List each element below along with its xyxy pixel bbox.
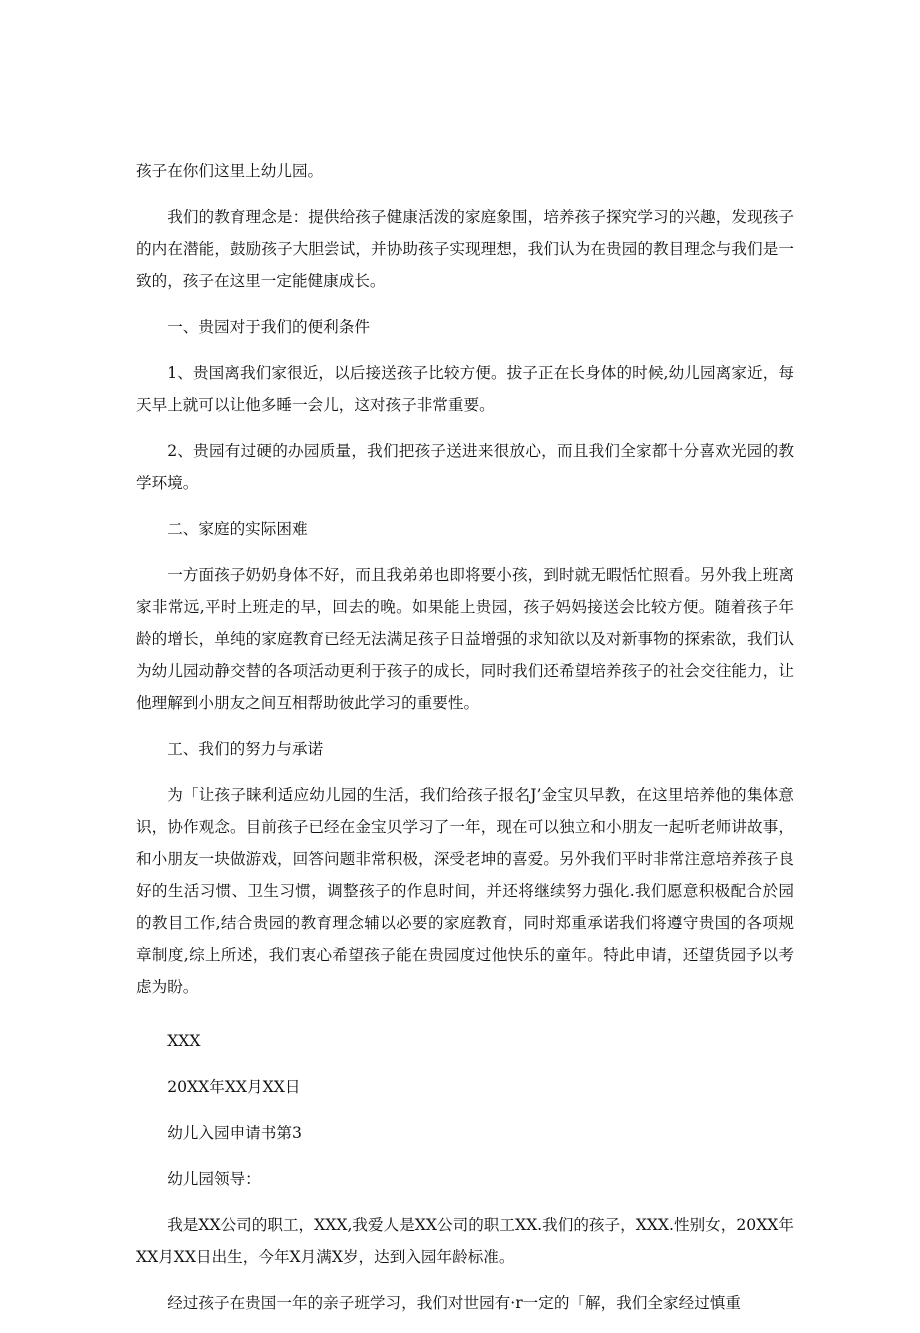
section-heading-commitment: 工、我们的努力与承诺 xyxy=(167,740,324,758)
paragraph-point-1: 1、贵国离我们家很近，以后接送孩子比较方便。拔子正在长身体的时候,幼儿园离家近，每天早上就可以让他多睡一会儿，这对孩子非常重要。 xyxy=(136,364,794,414)
paragraph-trailing: 经过孩子在贵国一年的亲子班学习，我们对世园有·r一定的「解，我们全家经过慎重 xyxy=(167,1294,741,1312)
paragraph-point-2: 2、贵园有过硬的办园质量，我们把孩子送进来很放心，而且我们全家都十分喜欢光园的教学环境。 xyxy=(136,442,794,492)
document-body xyxy=(136,155,794,1333)
paragraph-education-philosophy: 我们的教育理念是：提供给孩子健康活泼的家庭象围，培养孩子探究学习的兴趣，发现孩子的内在潜能，鼓励孩子大胆尝试，并协助孩子实现理想，我们认为在贵园的教目理念与我们是一致的，孩子在这里一定能健康成长。 xyxy=(136,208,794,290)
section-heading-convenience: 一、贵园对于我们的便利条件 xyxy=(167,318,370,336)
paragraph-difficulties: 一方面孩子奶奶身体不好，而且我弟弟也即将要小孩，到时就无暇恬忙照看。另外我上班离家非常远,平时上班走的早，回去的晚。如果能上贵园，孩子妈妈接送会比较方便。随着孩子年龄的增长，单纯的家庭教育已经无法满足孩子日益增强的求知欲以及对新事物的探索欲，我们认为幼儿园动静交替的各项活动更利于孩子的成长，同时我们还希望培养孩子的社会交往能力，让他理解到小朋友之间互相帮助彼此学习的重要性。 xyxy=(136,566,794,712)
signature-name: XXX xyxy=(167,1032,201,1050)
signature-date: 20XX年XX月XX日 xyxy=(167,1078,301,1096)
paragraph-introduction: 我是XX公司的职工，XXX,我爱人是XX公司的职工XX.我们的孩子，XXX.性别女，20XX年XX月XX日出生，今年X月满X岁，达到入园年龄标准。 xyxy=(136,1216,794,1266)
paragraph-commitment: 为「让孩子睐利适应幼儿园的生活，我们给孩子报名J’金宝贝早教，在这里培养他的集体意识，协作观念。目前孩子已经在金宝贝学习了一年，现在可以独立和小朋友一起听老师讲故事，和小朋友一块做游戏，回答问题非常积极，深受老坤的喜爱。另外我们平时非常注意培养孩子良好的生活习惯、卫生习惯，调整孩子的作息时间，并还将继续努力强化.我们愿意积极配合於园的教目工作,结合贵园的教育理念辅以必要的家庭教育，同时郑重承诺我们将遵守贵国的各项规章制度,综上所述，我们衷心希望孩子能在贵园度过他快乐的童年。特此申请，还望货园予以考虑为盼。 xyxy=(136,786,794,996)
paragraph-continuation: 孩子在你们这里上幼儿园。 xyxy=(136,162,324,180)
section-heading-difficulties: 二、家庭的实际困难 xyxy=(167,520,308,538)
document-subtitle: 幼儿入园申请书第3 xyxy=(167,1124,302,1142)
salutation: 幼儿园领导： xyxy=(167,1170,261,1188)
